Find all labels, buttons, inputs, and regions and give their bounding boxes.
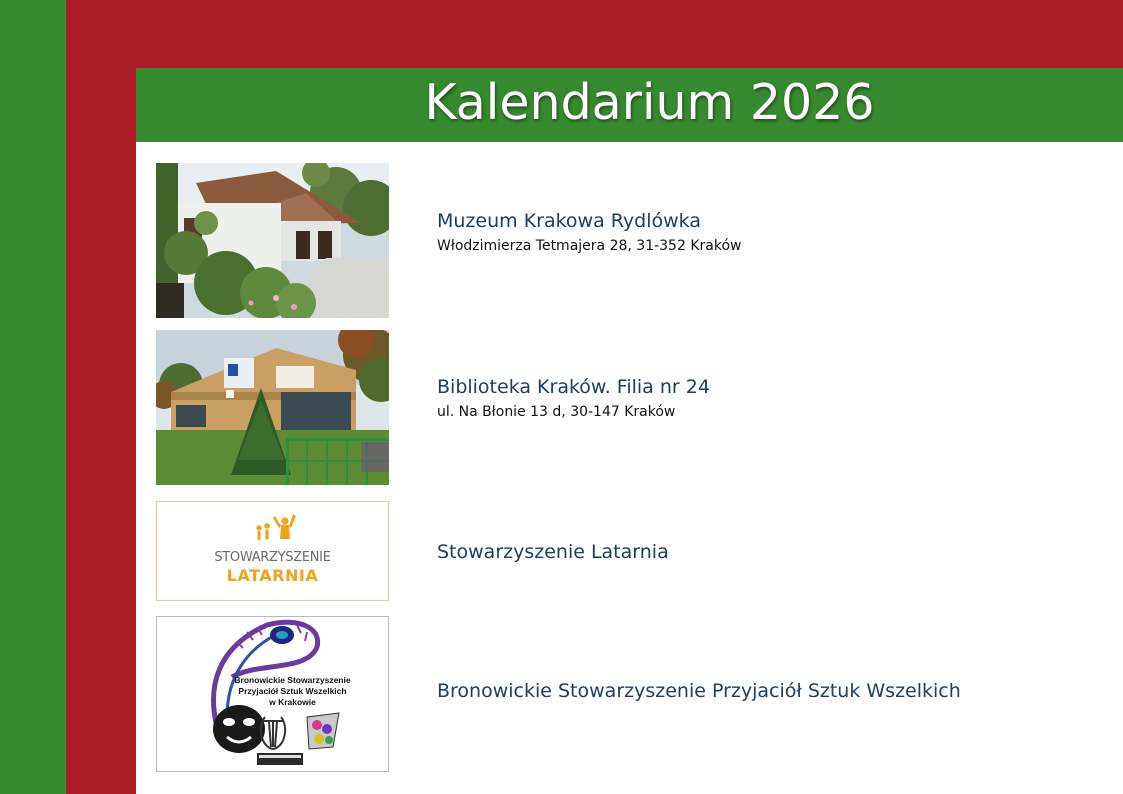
entry-address: ul. Na Błonie 13 d, 30-147 Kraków — [437, 404, 676, 420]
entry-name: Bronowickie Stowarzyszenie Przyjaciół Sztuk Wszelkich — [437, 680, 961, 702]
museum-photo — [156, 163, 389, 318]
top-red-frame — [66, 0, 1123, 68]
bronowickie-line2: Przyjaciół Sztuk Wszelkich — [238, 686, 347, 696]
bronowickie-line1: Bronowickie Stowarzyszenie — [234, 675, 351, 685]
entry-name: Stowarzyszenie Latarnia — [437, 541, 669, 563]
title-bar — [136, 68, 1123, 142]
bronowickie-logo — [156, 616, 389, 772]
bronowickie-line3: w Krakowie — [269, 697, 316, 707]
figures-icon — [256, 514, 296, 540]
mask-icon — [213, 705, 265, 753]
entry-name: Muzeum Krakowa Rydlówka — [437, 210, 701, 232]
entry-museum — [437, 210, 741, 254]
entry-library — [437, 376, 710, 420]
left-red-frame — [66, 0, 136, 794]
entry-bronowickie — [437, 680, 961, 702]
entry-address: Włodzimierza Tetmajera 28, 31-352 Kraków — [437, 238, 742, 254]
library-photo — [156, 330, 389, 485]
latarnia-line1: STOWARZYSZENIE — [214, 550, 331, 565]
entry-latarnia — [437, 541, 669, 563]
entry-name: Biblioteka Kraków. Filia nr 24 — [437, 376, 710, 398]
page-title: Kalendarium 2026 — [424, 74, 875, 131]
latarnia-logo — [156, 501, 389, 601]
latarnia-line2: LATARNIA — [226, 566, 319, 585]
palette-icon — [307, 713, 339, 749]
book-icon — [257, 753, 303, 765]
left-green-strip — [0, 0, 66, 794]
